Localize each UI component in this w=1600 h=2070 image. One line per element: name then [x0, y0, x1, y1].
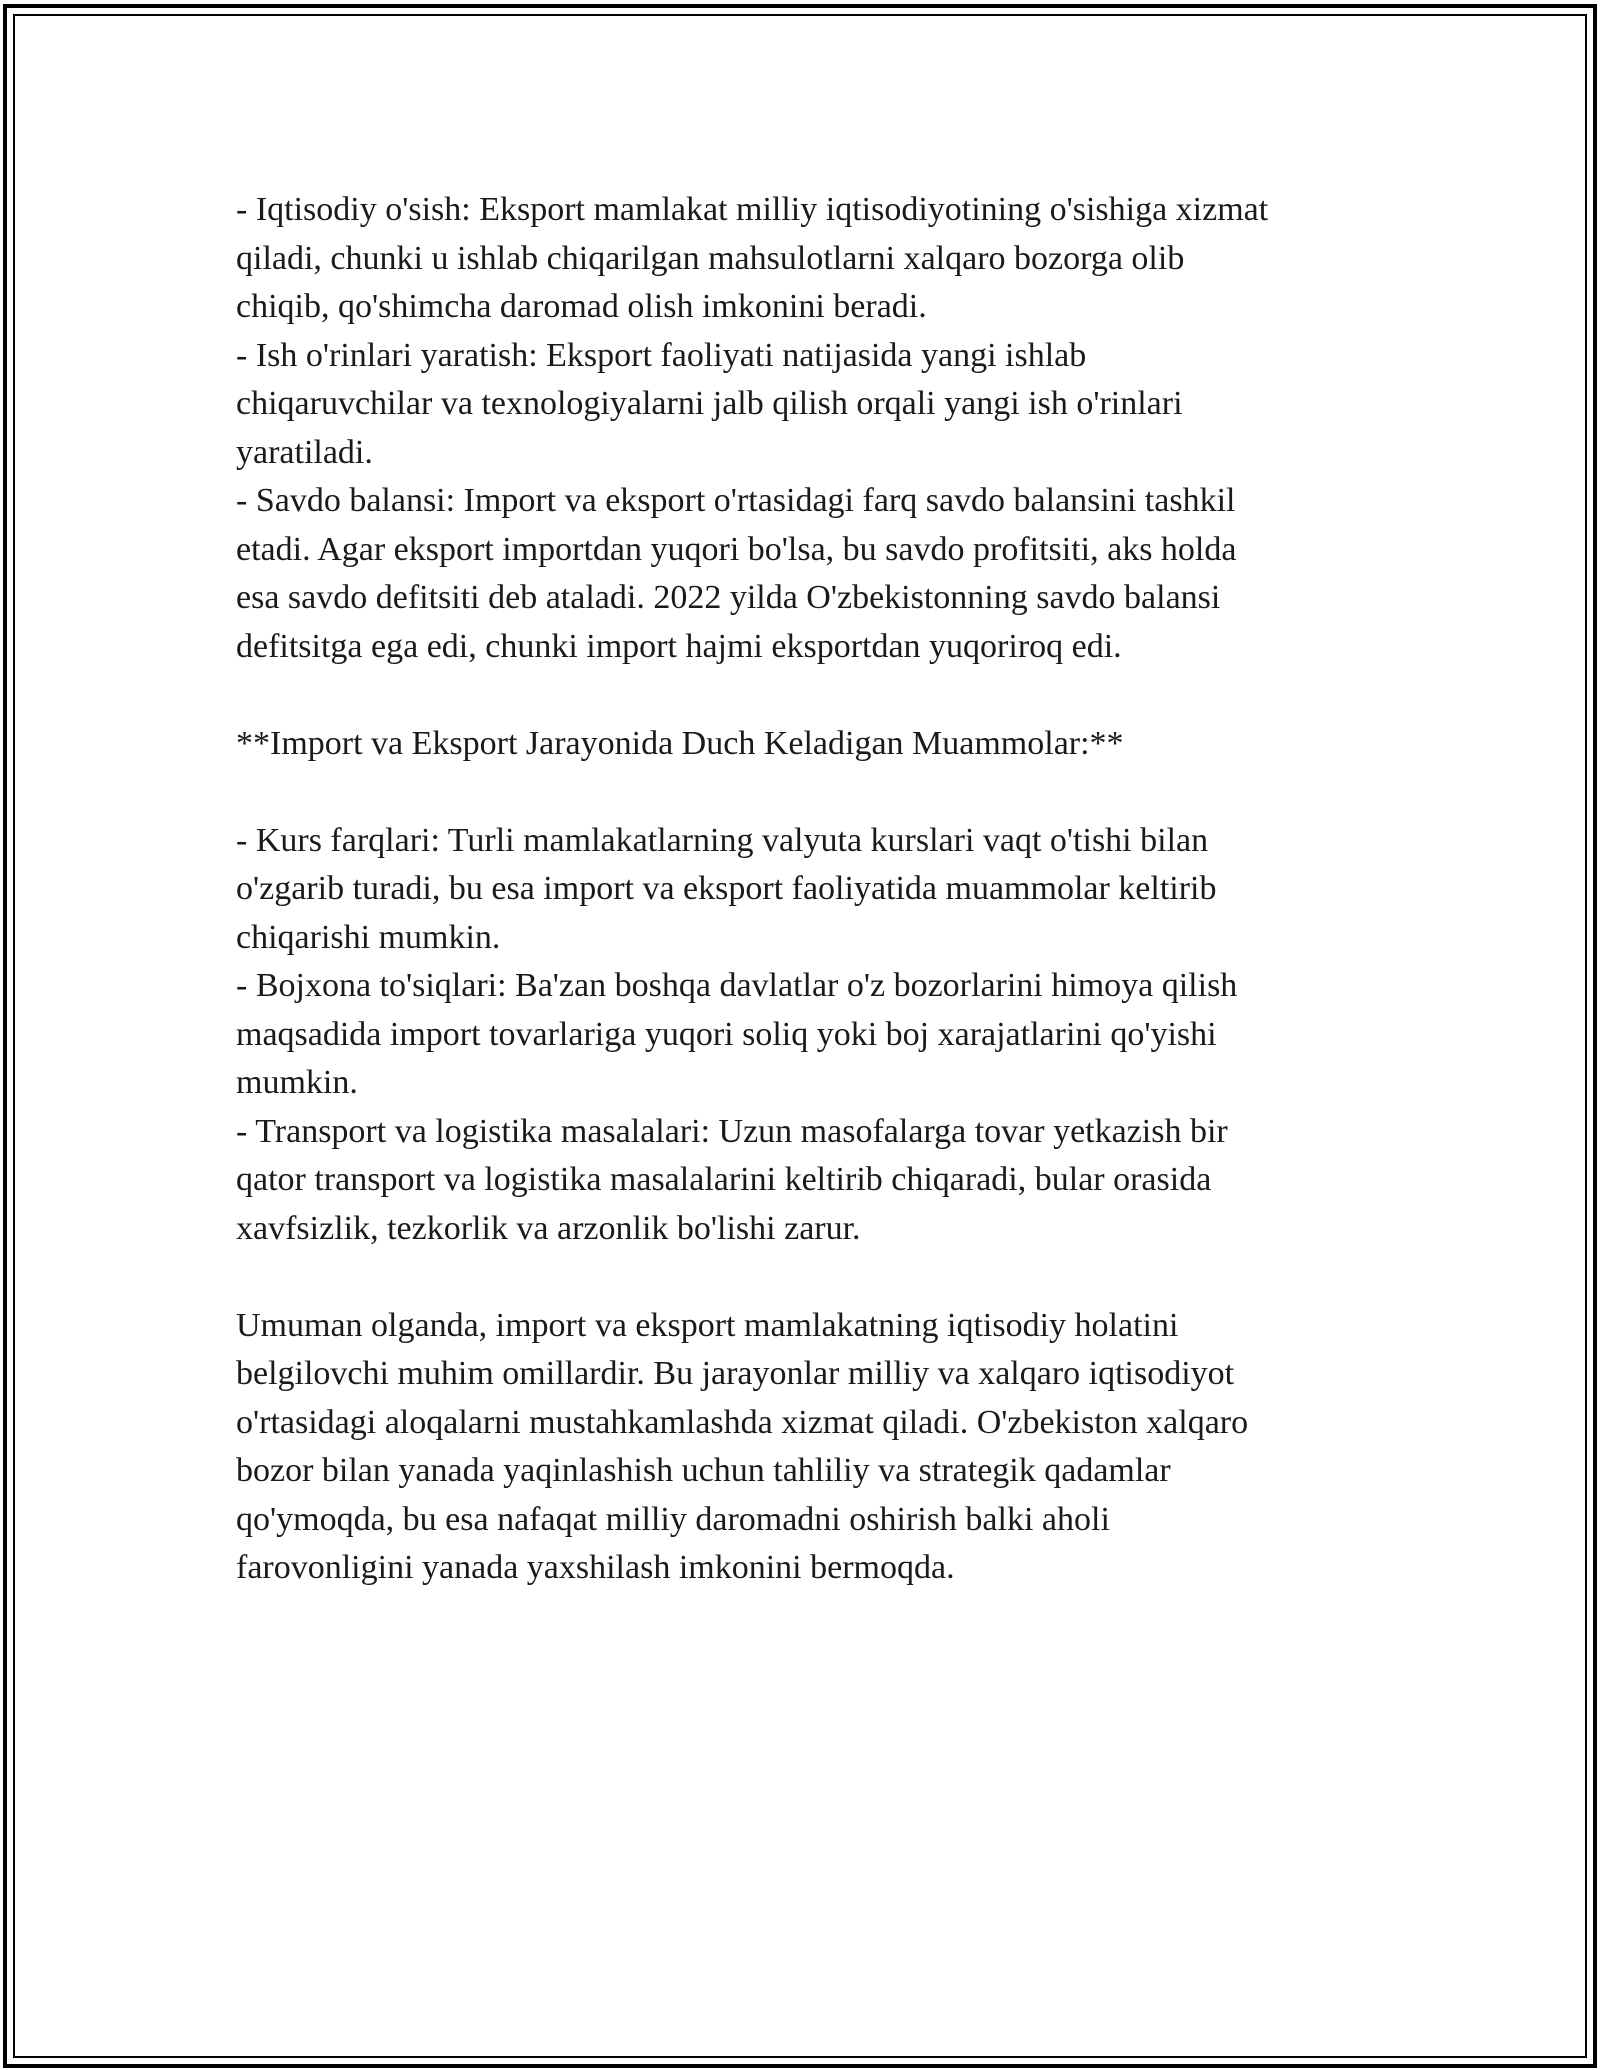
section-heading: **Import va Eksport Jarayonida Duch Keladigan Muammolar:**	[236, 724, 1124, 762]
text-line: - Kurs farqlari: Turli mamlakatlarning valyuta kurslari vaqt o'tishi bilan	[236, 821, 1209, 859]
text-line: - Ish o'rinlari yaratish: Eksport faoliyati natijasida yangi ishlab	[236, 336, 1087, 374]
paragraph-spacer	[236, 671, 1386, 720]
paragraph-spacer	[236, 1253, 1386, 1302]
text-line: qator transport va logistika masalalarini keltirib chiqaradi, bular orasida	[236, 1161, 1212, 1198]
paragraph-economic-effects	[236, 186, 1386, 671]
text-line: chiqaruvchilar va texnologiyalarni jalb qilish orqali yangi ish o'rinlari	[236, 385, 1183, 422]
paragraph-conclusion	[236, 1302, 1386, 1593]
document-body	[236, 186, 1386, 1593]
text-line: qo'ymoqda, bu esa nafaqat milliy daromadni oshirish balki aholi	[236, 1500, 1110, 1538]
text-line: - Transport va logistika masalalari: Uzun masofalarga tovar yetkazish bir	[236, 1112, 1228, 1150]
text-line: maqsadida import tovarlariga yuqori soliq yoki boj xarajatlarini qo'yishi	[236, 1015, 1217, 1053]
text-line: - Savdo balansi: Import va eksport o'rtasidagi farq savdo balansini tashkil	[236, 482, 1236, 519]
text-line: etadi. Agar eksport importdan yuqori bo'lsa, bu savdo profitsiti, aks holda	[236, 530, 1237, 568]
text-line: belgilovchi muhim omillardir. Bu jarayonlar milliy va xalqaro iqtisodiyot	[236, 1355, 1235, 1392]
text-line: o'rtasidagi aloqalarni mustahkamlashda xizmat qiladi. O'zbekiston xalqaro	[236, 1403, 1249, 1441]
text-line: farovonligini yanada yaxshilash imkonini bermoqda.	[236, 1549, 955, 1586]
text-line: bozor bilan yanada yaqinlashish uchun tahliliy va strategik qadamlar	[236, 1452, 1171, 1489]
text-line: esa savdo defitsiti deb ataladi. 2022 yilda O'zbekistonning savdo balansi	[236, 579, 1221, 616]
text-line: Umuman olganda, import va eksport mamlakatning iqtisodiy holatini	[236, 1306, 1179, 1344]
text-line: defitsitga ega edi, chunki import hajmi eksportdan yuqoriroq edi.	[236, 627, 1122, 665]
text-line: chiqarishi mumkin.	[236, 918, 501, 956]
text-line: yaratiladi.	[236, 433, 373, 471]
text-line: - Iqtisodiy o'sish: Eksport mamlakat milliy iqtisodiyotining o'sishiga xizmat	[236, 191, 1269, 228]
text-line: qiladi, chunki u ishlab chiqarilgan mahsulotlarni xalqaro bozorga olib	[236, 239, 1185, 277]
text-line: chiqib, qo'shimcha daromad olish imkonini beradi.	[236, 288, 927, 325]
text-line: - Bojxona to'siqlari: Ba'zan boshqa davlatlar o'z bozorlarini himoya qilish	[236, 967, 1238, 1004]
text-line: xavfsizlik, tezkorlik va arzonlik bo'lishi zarur.	[236, 1209, 861, 1247]
text-line: mumkin.	[236, 1064, 358, 1101]
paragraph-problems	[236, 817, 1386, 1254]
paragraph-spacer	[236, 768, 1386, 817]
text-line: o'zgarib turadi, bu esa import va eksport faoliyatida muammolar keltirib	[236, 870, 1217, 907]
